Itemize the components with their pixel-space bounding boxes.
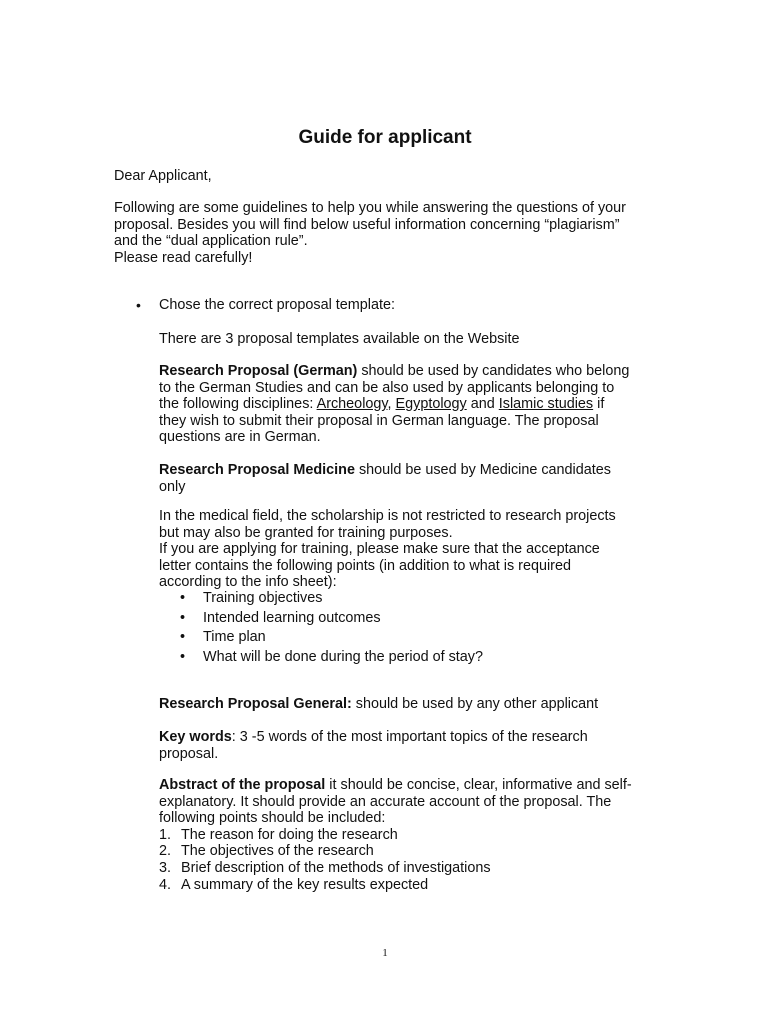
- bullet-icon: •: [180, 609, 186, 626]
- list-item: [159, 827, 669, 844]
- intro-line: proposal. Besides you will find below useful information concerning “plagiarism”: [114, 216, 620, 233]
- paragraph-line: only: [159, 478, 186, 495]
- page-title: Guide for applicant: [298, 127, 472, 148]
- paragraph-line: [159, 729, 659, 746]
- key-words-paragraph: [159, 729, 659, 762]
- general-proposal-heading: Research Proposal General:: [159, 696, 352, 712]
- intro-line: and the “dual application rule”.: [114, 233, 308, 250]
- list-item-text: What will be done during the period of stay?: [203, 648, 483, 665]
- paragraph-line: but may also be granted for training purposes.: [159, 524, 453, 541]
- paragraph-line: [159, 696, 659, 713]
- paragraph-line: following points should be included:: [159, 810, 386, 827]
- paragraph-line: according to the info sheet):: [159, 574, 337, 591]
- key-words-heading: Key words: [159, 729, 232, 745]
- list-number: 3.: [159, 859, 172, 876]
- paragraph-line: [159, 777, 669, 794]
- list-item-text: The reason for doing the research: [181, 826, 398, 843]
- paragraph-line: [159, 363, 659, 380]
- page-number: 1: [382, 947, 388, 959]
- paragraph-line: [159, 462, 659, 479]
- german-proposal-paragraph: [159, 363, 659, 446]
- bullet-icon: •: [180, 648, 186, 665]
- list-item-text: Intended learning outcomes: [203, 609, 381, 626]
- text-run: ,: [387, 396, 396, 413]
- templates-available-text: There are 3 proposal templates available on the Website: [159, 331, 520, 347]
- intro-paragraph: [114, 200, 674, 266]
- text-run: if: [593, 396, 605, 413]
- german-proposal-heading: Research Proposal (German): [159, 363, 358, 379]
- bullet-icon: •: [180, 629, 186, 646]
- intro-line: Please read carefully!: [114, 249, 253, 266]
- list-item: [159, 843, 669, 860]
- medicine-proposal-paragraph: [159, 462, 659, 495]
- greeting: Dear Applicant,: [114, 168, 212, 184]
- text-run: and: [466, 396, 499, 413]
- paragraph-line: they wish to submit their proposal in German language. The proposal: [159, 412, 599, 429]
- list-item-text: Training objectives: [203, 590, 323, 606]
- abstract-heading: Abstract of the proposal: [159, 777, 326, 793]
- paragraph-line: letter contains the following points (in addition to what is required: [159, 557, 571, 574]
- bullet-icon: •: [180, 590, 186, 606]
- medical-field-paragraph: [159, 508, 659, 591]
- paragraph-line: explanatory. It should provide an accurate account of the proposal. The: [159, 793, 612, 810]
- paragraph-line: If you are applying for training, please make sure that the acceptance: [159, 541, 600, 558]
- paragraph-line: to the German Studies and can be also used by applicants belonging to: [159, 379, 615, 396]
- text-run: should be used by Medicine candidates: [354, 462, 611, 478]
- list-number: 4.: [159, 876, 172, 893]
- medicine-proposal-heading: Research Proposal Medicine: [159, 462, 355, 478]
- main-bullet-label: Chose the correct proposal template:: [159, 297, 395, 313]
- list-item-text: The objectives of the research: [181, 843, 374, 860]
- text-run: should be used by candidates who belong: [357, 363, 630, 379]
- islamic-studies-link[interactable]: Islamic studies: [498, 396, 594, 413]
- paragraph-line: questions are in German.: [159, 429, 321, 446]
- list-item-text: A summary of the key results expected: [181, 876, 429, 893]
- paragraph-line: proposal.: [159, 745, 219, 762]
- paragraph-line: [159, 396, 659, 413]
- text-run: : 3 -5 words of the most important topics of the research: [231, 729, 588, 745]
- bullet-icon: •: [136, 297, 141, 313]
- list-item: [159, 877, 669, 894]
- list-item: [159, 860, 669, 877]
- general-proposal-paragraph: [159, 696, 659, 713]
- intro-line: Following are some guidelines to help you while answering the questions of your: [114, 200, 626, 216]
- egyptology-link[interactable]: Egyptology: [395, 396, 467, 413]
- list-number: 1.: [159, 826, 172, 843]
- text-run: should be used by any other applicant: [351, 696, 599, 712]
- paragraph-line: In the medical field, the scholarship is not restricted to research projects: [159, 508, 616, 524]
- abstract-points-list: [159, 827, 669, 893]
- list-item-text: Time plan: [203, 629, 266, 646]
- list-item-text: Brief description of the methods of investigations: [181, 859, 491, 876]
- text-run: the following disciplines:: [159, 396, 317, 413]
- archeology-link[interactable]: Archeology: [316, 396, 388, 413]
- abstract-paragraph: [159, 777, 669, 893]
- text-run: it should be concise, clear, informative and self-: [325, 777, 632, 793]
- list-number: 2.: [159, 843, 172, 860]
